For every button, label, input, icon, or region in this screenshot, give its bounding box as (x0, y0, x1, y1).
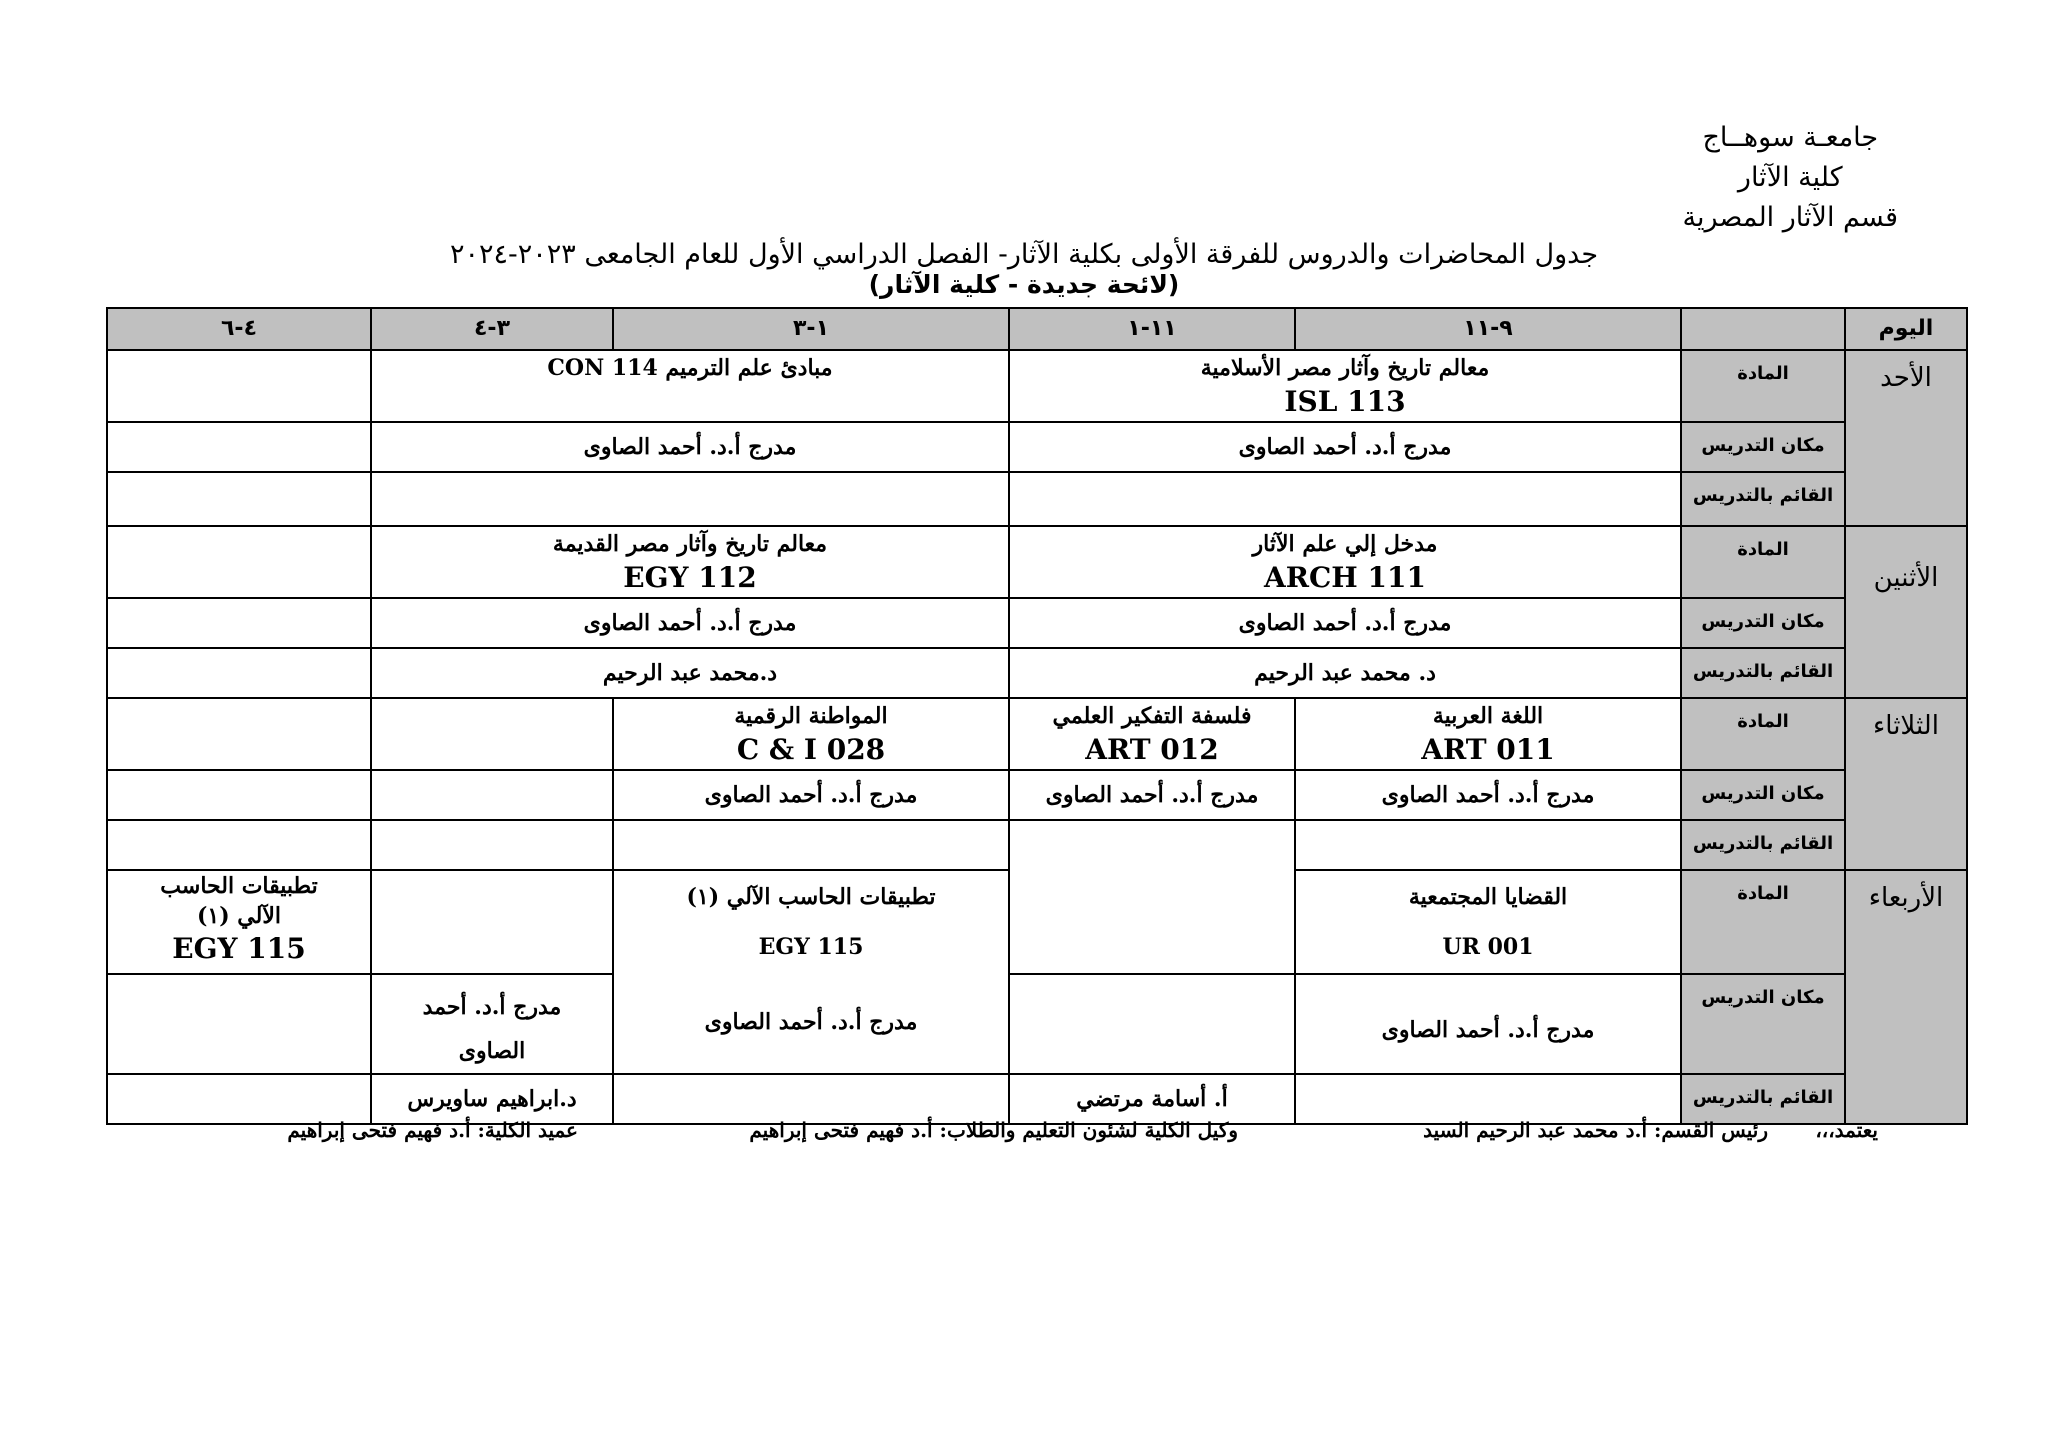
empty-cell (107, 820, 371, 870)
monday-place-b: مدرج أ.د. أحمد الصاوى (371, 598, 1009, 648)
dean: عميد الكلية: أ.د فهيم فتحى إبراهيم (287, 1118, 578, 1142)
subject-code: EGY 112 (623, 561, 757, 594)
university-name: جامعـة سوهــاج (1702, 122, 1879, 153)
sunday-place-b: مدرج أ.د. أحمد الصاوى (371, 422, 1009, 472)
row-label-lecturer: القائم بالتدريس (1681, 648, 1845, 698)
table-row (107, 472, 1967, 526)
header-label (1681, 308, 1845, 350)
department-head: رئيس القسم: أ.د محمد عبد الرحيم السيد (1423, 1118, 1768, 1142)
approved-label: يعتمد،،، (1815, 1118, 1878, 1142)
schedule-table (106, 307, 1968, 1125)
row-label-place: مكان التدريس (1681, 770, 1845, 820)
row-label-subject: المادة (1681, 350, 1845, 422)
table-row (107, 974, 1967, 1074)
vice-dean: وكيل الكلية لشئون التعليم والطلاب: أ.د فهيم فتحى إبراهيم (749, 1118, 1238, 1142)
monday-subject-b (371, 526, 1009, 598)
empty-cell (107, 526, 371, 598)
subject-title: اللغة العربية (1432, 703, 1544, 729)
row-label-subject: المادة (1681, 526, 1845, 598)
monday-lecturer-a: د. محمد عبد الرحيم (1009, 648, 1681, 698)
row-label-place: مكان التدريس (1681, 598, 1845, 648)
subject-code: ART 012 (1085, 733, 1219, 766)
header-slot-3-4: ٣-٤ (371, 308, 613, 350)
empty-cell (371, 820, 613, 870)
subject-code: EGY 115 (758, 934, 864, 960)
table-row (107, 422, 1967, 472)
empty-cell (1009, 820, 1295, 974)
empty-cell (107, 698, 371, 770)
subject-code: ARCH 111 (1264, 561, 1426, 594)
empty-cell (107, 974, 371, 1074)
table-row (107, 770, 1967, 820)
empty-cell (1009, 472, 1681, 526)
subject-code: EGY 115 (172, 932, 306, 965)
place-line2: الصاوى (458, 1038, 526, 1064)
table-header-row (107, 308, 1967, 350)
subject-code: UR 001 (1442, 934, 1534, 960)
document-subtitle: (لائحة جديدة - كلية الآثار) (868, 270, 1180, 299)
signature-footer (0, 1118, 2048, 1152)
empty-cell (107, 598, 371, 648)
tuesday-subject-2 (1009, 698, 1295, 770)
tuesday-place-3: مدرج أ.د. أحمد الصاوى (613, 770, 1009, 820)
wednesday-subject-1 (1295, 870, 1681, 974)
empty-cell (107, 1074, 371, 1124)
row-label-place: مكان التدريس (1681, 422, 1845, 472)
subject-title: فلسفة التفكير العلمي (1052, 703, 1252, 729)
day-monday (1845, 526, 1967, 698)
empty-cell (1295, 1074, 1681, 1124)
sunday-subject-b: مبادئ علم الترميم CON 114 (371, 350, 1009, 422)
empty-cell (107, 472, 371, 526)
day-name: الأربعاء (1868, 883, 1944, 913)
wednesday-subject-4 (107, 870, 371, 974)
empty-cell (1295, 820, 1681, 870)
place-line1: مدرج أ.د. أحمد (422, 994, 562, 1020)
subject-title: مدخل إلي علم الآثار (1252, 531, 1438, 557)
wednesday-place-2: مدرج أ.د. أحمد الصاوى (704, 1009, 918, 1035)
subject-code: ART 011 (1421, 733, 1555, 766)
subject-title: تطبيقات الحاسب الآلي (١) (686, 884, 936, 910)
row-label-lecturer: القائم بالتدريس (1681, 472, 1845, 526)
header-slot-11-1: ١١-١ (1009, 308, 1295, 350)
empty-cell (107, 770, 371, 820)
subject-code: C & I 028 (736, 733, 886, 766)
day-sunday (1845, 350, 1967, 526)
empty-cell (371, 870, 613, 974)
wednesday-subject-2 (613, 870, 1009, 1074)
day-name: الأحد (1880, 363, 1932, 393)
subject-title: المواطنة الرقمية (734, 703, 888, 729)
row-label-place: مكان التدريس (1681, 974, 1845, 1074)
empty-cell (613, 1074, 1009, 1124)
header-slot-4-6: ٤-٦ (107, 308, 371, 350)
empty-cell (613, 820, 1009, 870)
header-slot-9-11: ٩-١١ (1295, 308, 1681, 350)
day-name: الثلاثاء (1873, 711, 1939, 741)
table-row (107, 526, 1967, 598)
table-row (107, 648, 1967, 698)
subject-title: معالم تاريخ وآثار مصر القديمة (552, 531, 828, 557)
empty-cell (107, 350, 371, 422)
wednesday-lecturer-4: د.ابراهيم ساويرس (371, 1074, 613, 1124)
empty-cell (107, 422, 371, 472)
monday-place-a: مدرج أ.د. أحمد الصاوى (1009, 598, 1681, 648)
tuesday-place-2: مدرج أ.د. أحمد الصاوى (1009, 770, 1295, 820)
wednesday-place-1: مدرج أ.د. أحمد الصاوى (1295, 974, 1681, 1074)
sunday-place-a: مدرج أ.د. أحمد الصاوى (1009, 422, 1681, 472)
empty-cell (107, 648, 371, 698)
empty-cell (371, 472, 1009, 526)
subject-code: ISL 113 (1284, 385, 1406, 418)
document-header (1683, 118, 1898, 238)
day-tuesday (1845, 698, 1967, 870)
table-row (107, 598, 1967, 648)
table-row (107, 1074, 1967, 1124)
empty-cell (371, 698, 613, 770)
day-wednesday (1845, 870, 1967, 1124)
wednesday-lecturer-2: أ. أسامة مرتضي (1009, 1074, 1295, 1124)
document-title: جدول المحاضرات والدروس للفرقة الأولى بكلية الآثار- الفصل الدراسي الأول للعام الجامعى ٢٠٢٣-٢٠٢٤ (449, 239, 1599, 270)
monday-subject-a (1009, 526, 1681, 598)
empty-cell (1009, 974, 1295, 1074)
table-row (107, 820, 1967, 870)
table-row (107, 698, 1967, 770)
faculty-name: كلية الآثار (1737, 162, 1843, 193)
row-label-lecturer: القائم بالتدريس (1681, 1074, 1845, 1124)
day-name: الأثنين (1873, 563, 1939, 593)
row-label-lecturer: القائم بالتدريس (1681, 820, 1845, 870)
tuesday-subject-1 (1295, 698, 1681, 770)
wednesday-place-4 (371, 974, 613, 1074)
tuesday-subject-3 (613, 698, 1009, 770)
sunday-subject-a (1009, 350, 1681, 422)
empty-cell (371, 770, 613, 820)
table-row (107, 350, 1967, 422)
row-label-subject: المادة (1681, 698, 1845, 770)
monday-lecturer-b: د.محمد عبد الرحيم (371, 648, 1009, 698)
subject-title: القضايا المجتمعية (1408, 884, 1568, 910)
header-day: اليوم (1845, 308, 1967, 350)
subject-title-line1: تطبيقات الحاسب (160, 873, 318, 899)
tuesday-place-1: مدرج أ.د. أحمد الصاوى (1295, 770, 1681, 820)
header-slot-1-3: ١-٣ (613, 308, 1009, 350)
row-label-subject: المادة (1681, 870, 1845, 974)
department-name: قسم الآثار المصرية (1682, 202, 1898, 233)
subject-title-line2: الآلي (١) (196, 903, 282, 929)
subject-title: معالم تاريخ وآثار مصر الأسلامية (1200, 355, 1490, 381)
